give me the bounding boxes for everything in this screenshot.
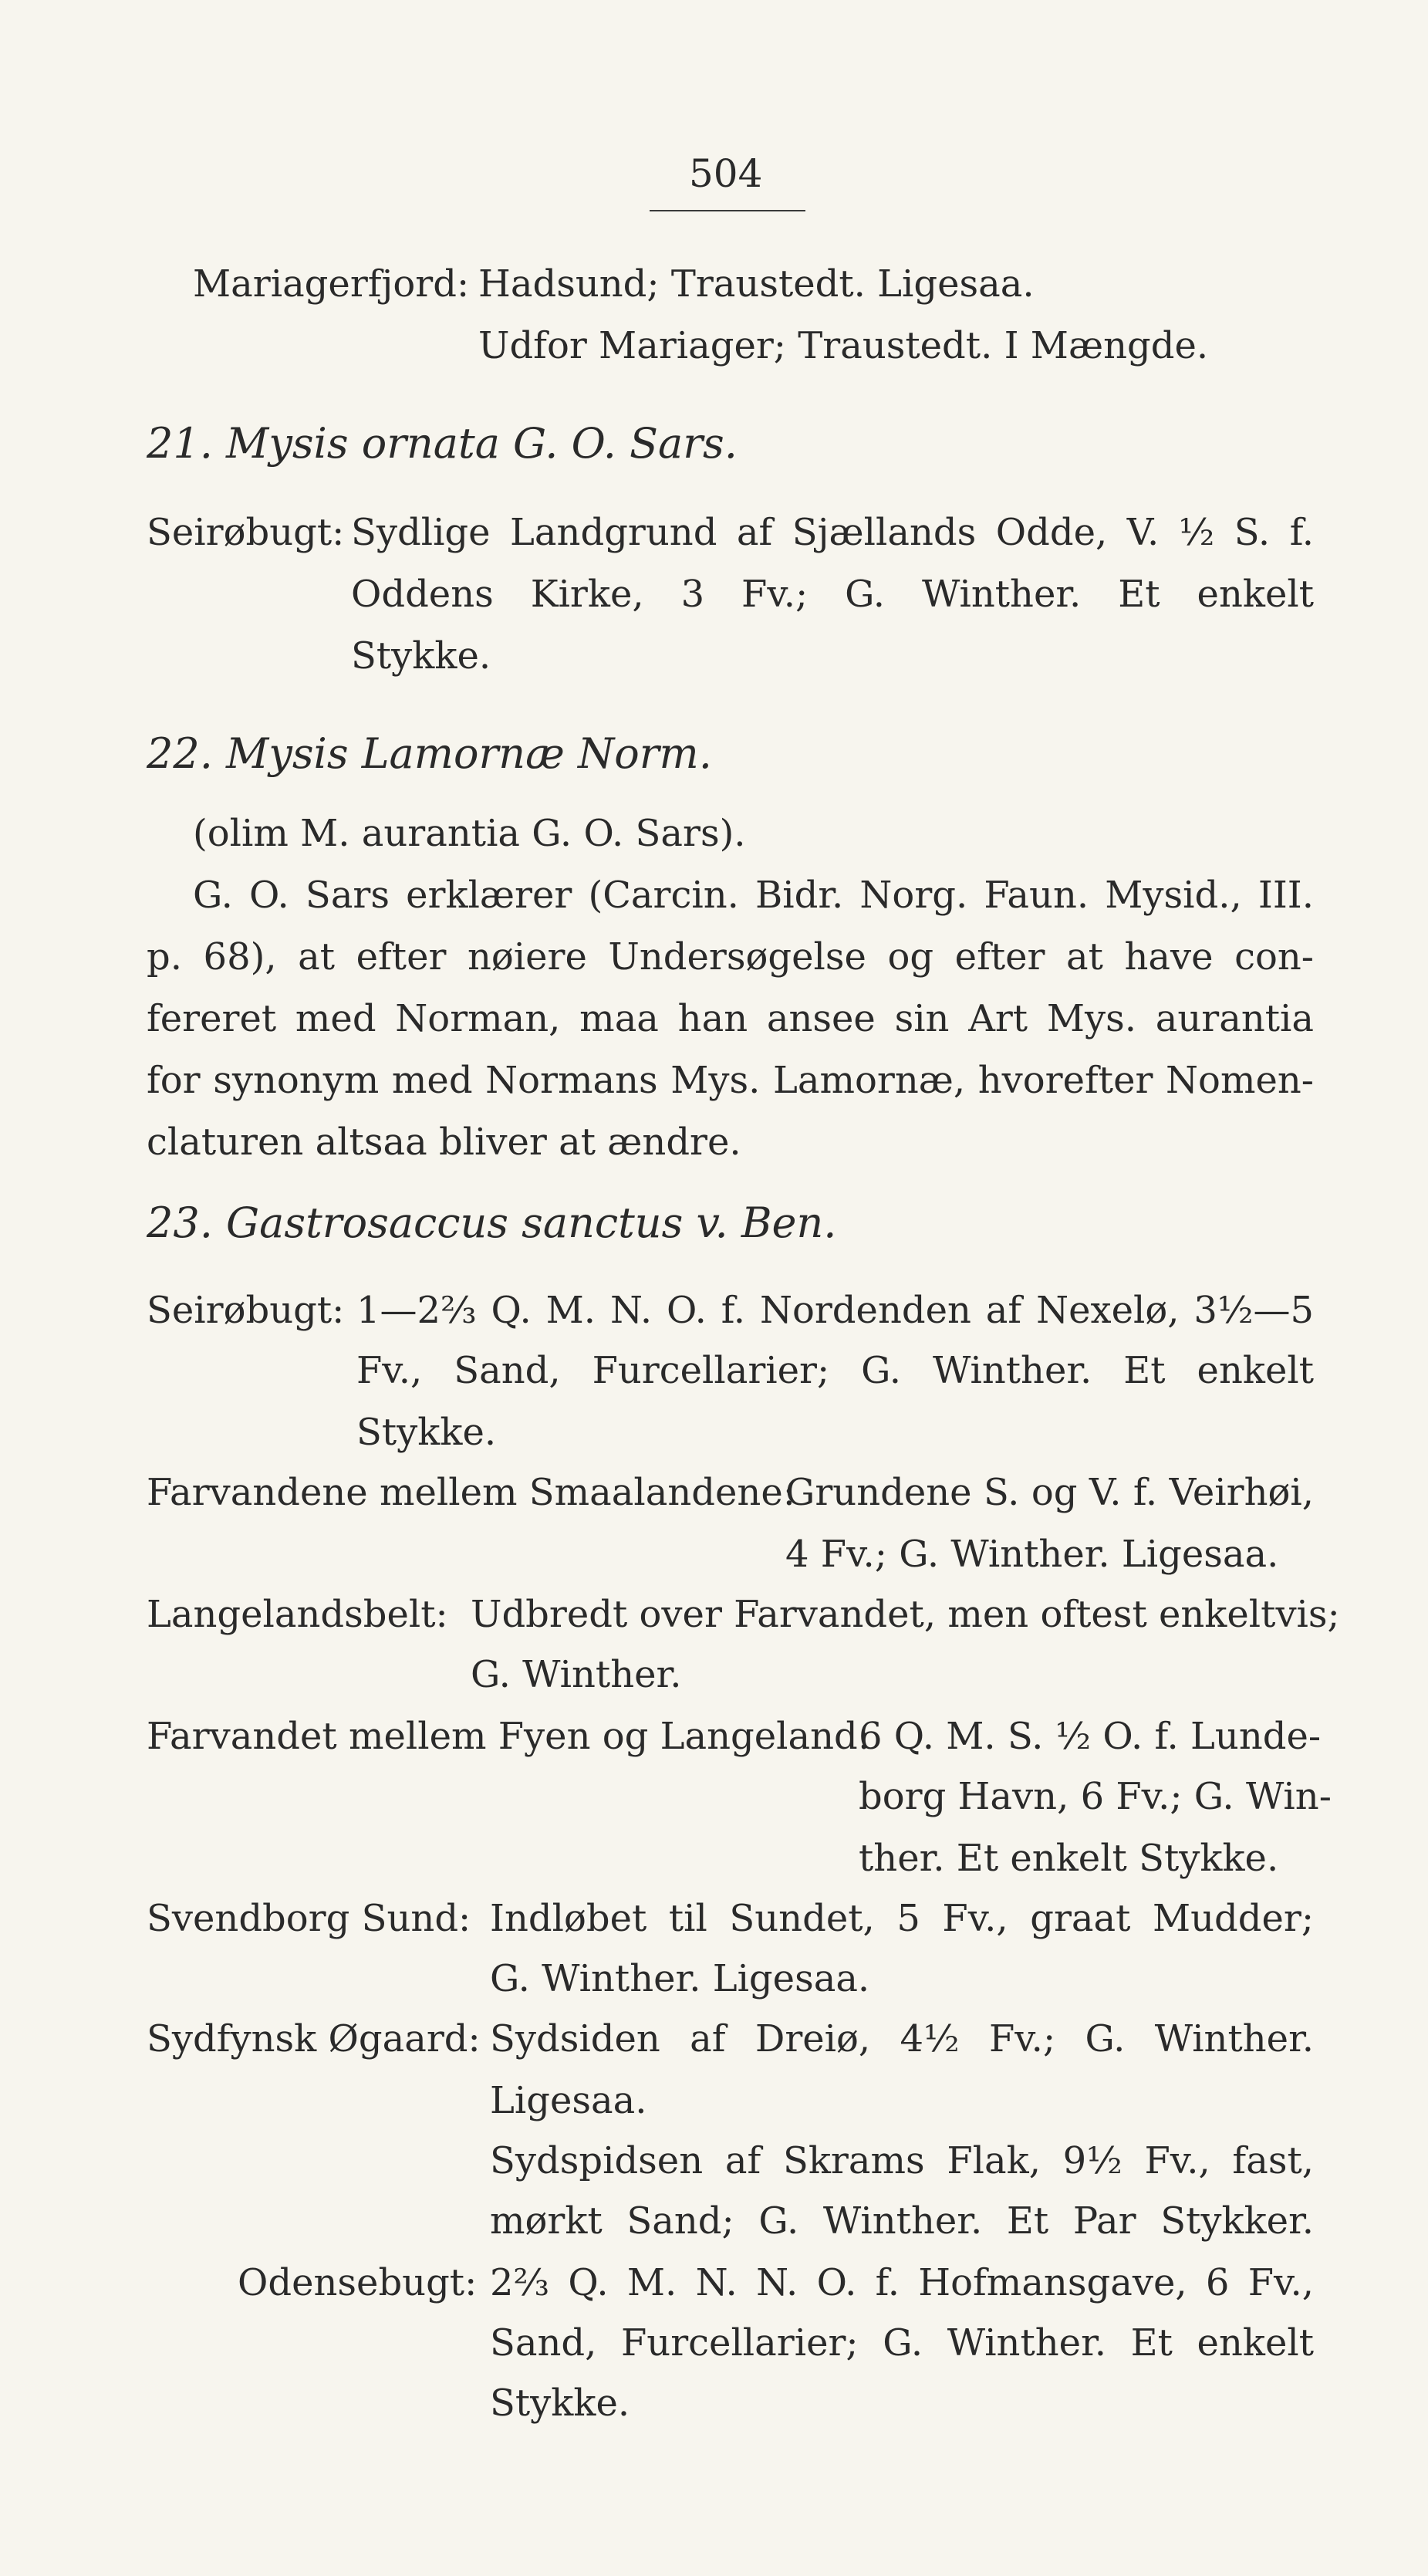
record-text: Grundene S. og V. f. Veirhøi,	[785, 1471, 1314, 1514]
record-text: G. Winther.	[471, 1653, 682, 1696]
record-text: Udbredt over Farvandet, men oftest enkeltvis;	[471, 1593, 1340, 1636]
page-number-rule	[650, 210, 805, 211]
record-text: 6 Q. M. S. ½ O. f. Lunde-	[859, 1715, 1322, 1758]
species-heading: 21. Mysis ornata G. O. Sars.	[147, 419, 738, 468]
record-text: Ligesaa.	[490, 2079, 647, 2122]
species-heading: 23. Gastrosaccus sanctus v. Ben.	[147, 1198, 837, 1247]
paragraph-line: fereret med Norman, maa han ansee sin Art Mys. aurantia	[147, 997, 1314, 1040]
paragraph-line: claturen altsaa bliver at ændre.	[147, 1121, 741, 1164]
locality-label: Mariagerfjord:	[193, 262, 470, 306]
record-text: 4 Fv.; G. Winther. Ligesaa.	[785, 1533, 1279, 1576]
record-text: Oddens Kirke, 3 Fv.; G. Winther. Et enkelt	[351, 573, 1314, 616]
record-text: Stykke.	[356, 1411, 497, 1454]
locality-label: Farvandene mellem Smaalandene:	[147, 1471, 795, 1514]
paragraph-line: G. O. Sars erklærer (Carcin. Bidr. Norg. Faun. Mysid., III.	[193, 874, 1314, 917]
locality-label: Seirøbugt:	[147, 1289, 345, 1332]
locality-label: Seirøbugt:	[147, 511, 345, 554]
record-text: ther. Et enkelt Stykke.	[859, 1837, 1279, 1880]
locality-label: Sydfynsk Øgaard:	[147, 2017, 481, 2060]
page-number: 504	[689, 151, 763, 196]
record-text: Indløbet til Sundet, 5 Fv., graat Mudder;	[490, 1897, 1314, 1940]
locality-label: Farvandet mellem Fyen og Langeland:	[147, 1715, 870, 1758]
record-text: G. Winther. Ligesaa.	[490, 1957, 870, 2000]
paragraph-line: p. 68), at efter nøiere Undersøgelse og efter at have con-	[147, 935, 1314, 979]
paragraph-line: for synonym med Normans Mys. Lamornæ, hvorefter Nomen-	[147, 1059, 1314, 1102]
record-text: mørkt Sand; G. Winther. Et Par Stykker.	[490, 2199, 1314, 2243]
record-text: 2⅔ Q. M. N. N. O. f. Hofmansgave, 6 Fv.,	[490, 2261, 1314, 2304]
record-text: Stykke.	[351, 634, 491, 678]
record-text: Sydspidsen af Skrams Flak, 9½ Fv., fast,	[490, 2139, 1314, 2182]
record-text: Udfor Mariager; Traustedt. I Mængde.	[478, 324, 1209, 367]
locality-label: Odensebugt:	[238, 2261, 478, 2304]
record-text: Sand, Furcellarier; G. Winther. Et enkelt	[490, 2321, 1314, 2365]
record-text: borg Havn, 6 Fv.; G. Win-	[859, 1775, 1332, 1818]
locality-label: Langelandsbelt:	[147, 1593, 448, 1636]
record-text: Sydsiden af Dreiø, 4½ Fv.; G. Winther.	[490, 2017, 1314, 2060]
locality-label: Svendborg Sund:	[147, 1897, 471, 1940]
record-text: Hadsund; Traustedt. Ligesaa.	[478, 262, 1035, 306]
record-text: Fv., Sand, Furcellarier; G. Winther. Et enkelt	[356, 1349, 1314, 1392]
synonym-note: (olim M. aurantia G. O. Sars).	[193, 812, 746, 855]
record-text: Sydlige Landgrund af Sjællands Odde, V. ½ S. f.	[351, 511, 1314, 554]
record-text: Stykke.	[490, 2382, 630, 2425]
species-heading: 22. Mysis Lamornæ Norm.	[147, 729, 712, 778]
record-text: 1—2⅔ Q. M. N. O. f. Nordenden af Nexelø, 3½—5	[356, 1289, 1314, 1332]
